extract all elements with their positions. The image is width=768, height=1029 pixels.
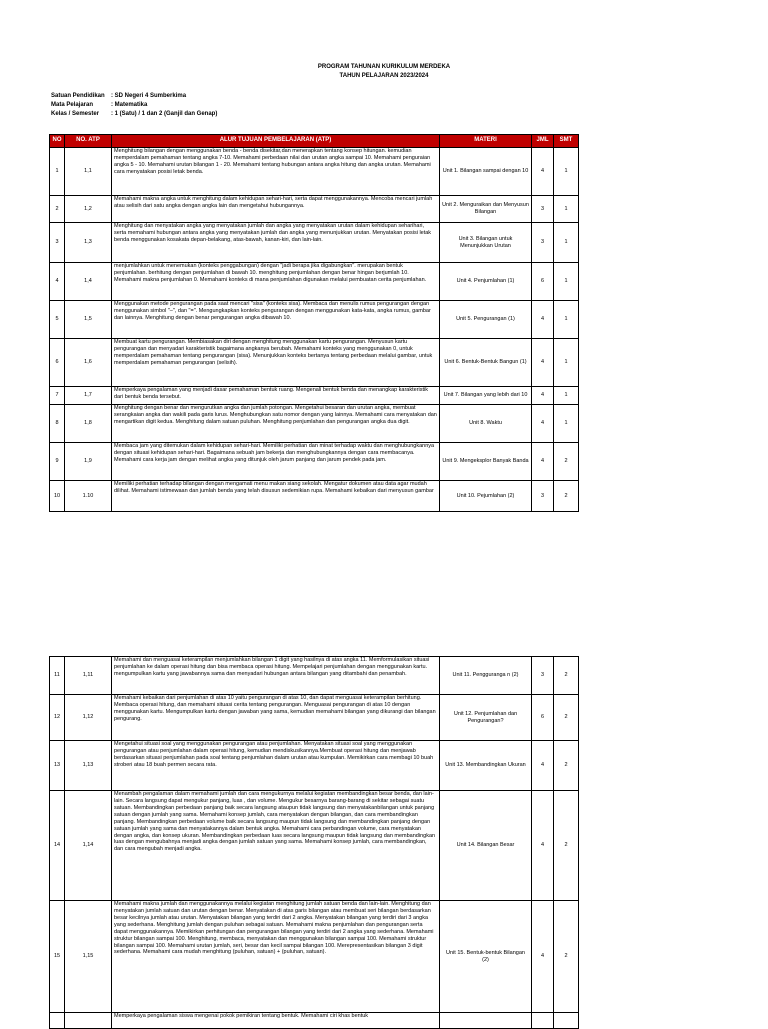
info-class bbox=[51, 111, 217, 117]
row-jml: 4 bbox=[532, 339, 554, 387]
row-materi: Unit 13. Membandingkan Ukuran bbox=[440, 741, 532, 791]
col-header-materi: MATERI bbox=[440, 135, 532, 148]
col-header-smt: SMT bbox=[554, 135, 579, 148]
row-no: 7 bbox=[50, 387, 65, 405]
table-row bbox=[50, 196, 579, 223]
table-row bbox=[50, 695, 579, 741]
info-school-value: : SD Negeri 4 Sumberkima bbox=[111, 93, 187, 99]
row-no: 2 bbox=[50, 196, 65, 223]
table-row bbox=[50, 741, 579, 791]
row-smt: 2 bbox=[554, 695, 579, 741]
table-row bbox=[50, 148, 579, 196]
info-subject bbox=[51, 102, 147, 108]
row-atp-text: menjumlahkan untuk menemukan (konteks penggabungan) dengan "jadi berapa jika digabungkan". merupakan bentuk penjumlahan. berhitung dengan penjumlahan di bawah 10. menghitung penjumlahan dengan benar hingan berjumlah 10. Memahami makna penjumlahan 0. Memahami konteks di mana penjumlahan digunakan melalui pembuatan cerita penjumlahan. bbox=[112, 263, 440, 301]
row-materi: Unit 4. Penjumlahan (1) bbox=[440, 263, 532, 301]
row-atp-no: 1,13 bbox=[65, 741, 112, 791]
table-row bbox=[50, 387, 579, 405]
row-jml: 3 bbox=[532, 657, 554, 695]
row-materi: Unit 7. Bilangan yang lebih dari 10 bbox=[440, 387, 532, 405]
row-no: 3 bbox=[50, 223, 65, 263]
row-materi: Unit 6. Bentuk-Bentuk Bangun (1) bbox=[440, 339, 532, 387]
info-subject-label: Mata Pelajaran bbox=[51, 102, 94, 108]
row-no: 13 bbox=[50, 741, 65, 791]
row-smt: 1 bbox=[554, 339, 579, 387]
row-materi: Unit 1. Bilangan sampai dengan 10 bbox=[440, 148, 532, 196]
row-materi: Unit 9. Mengeksplor Banyak Banda bbox=[440, 443, 532, 481]
row-no: 15 bbox=[50, 901, 65, 1013]
table-row bbox=[50, 443, 579, 481]
table-row bbox=[50, 339, 579, 387]
row-no: 12 bbox=[50, 695, 65, 741]
row-smt: 1 bbox=[554, 387, 579, 405]
row-smt bbox=[554, 1013, 579, 1029]
col-header-atp: ALUR TUJUAN PEMBELAJARAN (ATP) bbox=[112, 135, 440, 148]
row-smt: 1 bbox=[554, 405, 579, 443]
row-no: 5 bbox=[50, 301, 65, 339]
row-atp-text: Menghitung dan menyatakan angka yang menyatakan jumlah dan angka yang menyatakan urutan dalam kehidupan seharihari, serta memahami hubungan antara angka yang menyatakan jumlah dan angka yang menunjukkan urutan. Menyatakan posisi letak benda menggunakan kosakata depan-belakang, atas-bawah, kanan-kiri, dan lain-lain. bbox=[112, 223, 440, 263]
row-no: 9 bbox=[50, 443, 65, 481]
row-no: 14 bbox=[50, 791, 65, 901]
row-atp-text: Memahami kebaikan dari penjumlahan di atas 10 yaitu pengurangan di atas 10, dan dapat menguasai keterampilan berhitung. Membaca operasi hitung, dan memahami situasi cerita tentang pengurangan. Menguasai pengurangan di atas 10 dengan menggunakan kartu. Mengumpulkan kartu dengan jawaban yang sama, kemudian memahami bilangan yang dikurangi dan bilangan pengurang. bbox=[112, 695, 440, 741]
row-materi: Unit 11. Pengguranga n (2) bbox=[440, 657, 532, 695]
row-materi: Unit 8. Waktu bbox=[440, 405, 532, 443]
row-atp-no: 1,14 bbox=[65, 791, 112, 901]
row-smt: 2 bbox=[554, 791, 579, 901]
row-atp-no: 1,3 bbox=[65, 223, 112, 263]
row-no: 1 bbox=[50, 148, 65, 196]
row-atp-no: 1,6 bbox=[65, 339, 112, 387]
row-jml: 4 bbox=[532, 387, 554, 405]
row-materi: Unit 3. Bilangan untuk Menunjukkan Urutan bbox=[440, 223, 532, 263]
row-no: 6 bbox=[50, 339, 65, 387]
row-materi: Unit 12. Penjumlahan dan Pengurangan? bbox=[440, 695, 532, 741]
atp-table-page-1 bbox=[49, 134, 579, 512]
row-smt: 2 bbox=[554, 741, 579, 791]
row-atp-no: 1,15 bbox=[65, 901, 112, 1013]
atp-table-page-2 bbox=[49, 656, 579, 1029]
row-atp-text: Mengetahui situasi soal yang menggunakan pengurangan atau penjumlahan. Menyatakan situasi soal yang menggunakan pengurangan atau penjumlahan dalam operasi hitung, kemudian mendiskusikannya.Membuat operasi hitung dan menjawab berdasarkan situasi penjumlahan pada soal tentang penjumlahan dalam urutan atau kumpulan. Memikirkan cara membagi 10 buah stroberi atau 18 buah permen secara rata. bbox=[112, 741, 440, 791]
table-row bbox=[50, 901, 579, 1013]
row-jml: 3 bbox=[532, 481, 554, 512]
row-no: 11 bbox=[50, 657, 65, 695]
row-atp-text: Memperkaya pengalaman siswa mengenai pokok pemikiran tentang bentuk. Memahami ciri khas bentuk bbox=[112, 1013, 440, 1029]
info-school-label: Satuan Pendidikan bbox=[51, 93, 105, 99]
row-smt: 2 bbox=[554, 657, 579, 695]
info-school bbox=[51, 93, 186, 99]
row-materi: Unit 2. Menguraikan dan Menyusun Bilangan bbox=[440, 196, 532, 223]
row-atp-no: 1,11 bbox=[65, 657, 112, 695]
page-title: PROGRAM TAHUNAN KURIKULUM MERDEKA bbox=[317, 64, 451, 70]
info-class-value: : 1 (Satu) / 1 dan 2 (Ganjil dan Genap) bbox=[111, 111, 218, 117]
row-atp-no: 1,12 bbox=[65, 695, 112, 741]
info-class-label: Kelas / Semester bbox=[51, 111, 100, 117]
row-smt: 1 bbox=[554, 196, 579, 223]
table-row bbox=[50, 405, 579, 443]
row-atp-no: 1,9 bbox=[65, 443, 112, 481]
row-materi: Unit 14. Bilangan Besar bbox=[440, 791, 532, 901]
col-header-no: NO bbox=[50, 135, 65, 148]
row-atp-no: 1.10 bbox=[65, 481, 112, 512]
row-atp-no: 1,4 bbox=[65, 263, 112, 301]
row-atp-text: Menghitung bilangan dengan menggunakan benda - benda disekitar,dan menerapkan tentang konsep hitungan. kemudian memperdalam pemahaman tentang angka 7-10. Memahami perbedaan nilai dan urutan angka sampai 10. Memahami penguraian angka 5 - 10. Memahami urutan bilangan 1 - 20. Memahami tentang hubungan antara angka hitung dan angka urutan. Memahami cara menyatakan posisi letak benda. bbox=[112, 148, 440, 196]
row-atp-no: 1,5 bbox=[65, 301, 112, 339]
row-atp-text: Memperkaya pengalaman yang menjadi dasar pemahaman bentuk ruang. Mengenali bentuk benda dan menangkap karakteristik dari bentuk benda tersebut. bbox=[112, 387, 440, 405]
row-atp-text: Menghitung dengan benar dan mengurutkan angka dan jumlah potongan. Mengetahui besaran dan urutan angka, membuat serangkaian angka dan wakili pada garis lurus. Menghubungkan satu nomor dengan yang lainnya. Memahami cara menyatakan dan mengartikan digit kedua. Menghitung dalam satuan puluhan. Menghitung penjumlahan dan pengurangan angka dua digit. bbox=[112, 405, 440, 443]
row-atp-text: Memahami makna angka untuk menghitung dalam kehidupan sehari-hari, serta dapat menggunakannya. Mencoba mencari jumlah atau selisih dari satu angka dengan angka lain dan mengetahui hubungannya. bbox=[112, 196, 440, 223]
row-smt: 1 bbox=[554, 148, 579, 196]
row-jml: 4 bbox=[532, 741, 554, 791]
page-subtitle: TAHUN PELAJARAN 2023/2024 bbox=[339, 73, 429, 79]
table-header-row bbox=[50, 135, 579, 148]
row-atp-no: 1,7 bbox=[65, 387, 112, 405]
table-row bbox=[50, 791, 579, 901]
row-materi bbox=[440, 1013, 532, 1029]
table-row bbox=[50, 657, 579, 695]
row-atp-text: Menggunakan metode pengurangan pada saat mencari "sisa" (konteks sisa). Membaca dan menulis rumus pengurangan dengan menggunakan simbol "–", dan "=". Mengungkapkan konteks pengurangan dengan menggunakan kata-kata, angka rumus, gambar dan lainnya. Menghitung dengan benar pengurangan angka dibawah 10. bbox=[112, 301, 440, 339]
row-smt: 1 bbox=[554, 223, 579, 263]
row-atp-text: Memahami dan menguasai keterampilan menjumlahkan bilangan 1 digit yang hasilnya di atas angka 11. Memformulasikan situasi penjumlahan ke dalam operasi hitung dan bisa membaca operasi hitung. Mempelajari penjumlahan dengan menggunakan kartu. mengumpulkan kartu yang jawabannya sama dan menyadari hubungan antara bilangan yang ditambahi dan penambah. bbox=[112, 657, 440, 695]
row-materi: Unit 5. Pengurangan (1) bbox=[440, 301, 532, 339]
col-header-atp-no: NO. ATP bbox=[65, 135, 112, 148]
row-atp-text: Memiliki perhatian terhadap bilangan dengan mengamati menu makan siang sekolah. Mengatur dokumen atau data agar mudah dilihat. Memahami istimewaan dan jumlah benda yang telah disusun sedemikian rupa. Memahami kebaikan dari menyusun gambar bbox=[112, 481, 440, 512]
row-smt: 2 bbox=[554, 481, 579, 512]
row-jml: 3 bbox=[532, 223, 554, 263]
row-atp-no bbox=[65, 1013, 112, 1029]
row-jml bbox=[532, 1013, 554, 1029]
row-jml: 6 bbox=[532, 695, 554, 741]
row-jml: 3 bbox=[532, 196, 554, 223]
row-atp-text: Membaca jam yang ditemukan dalam kehidupan sehari-hari. Memiliki perhatian dan minat terhadap waktu dan menghubungkannya dengan situasi kehidupan sehari-hari. Bagaimana sebuah jam bekerja dan menghubungkannya dengan cara membacanya. Memahami cara kerja jam dengan melihat angka yang ditunjuk oleh jarum panjang dan jarum pendek pada jam. bbox=[112, 443, 440, 481]
row-no: 8 bbox=[50, 405, 65, 443]
row-smt: 1 bbox=[554, 301, 579, 339]
row-no: 4 bbox=[50, 263, 65, 301]
row-jml: 4 bbox=[532, 901, 554, 1013]
row-materi: Unit 10. Pejumlahan (2) bbox=[440, 481, 532, 512]
row-jml: 4 bbox=[532, 791, 554, 901]
row-smt: 1 bbox=[554, 263, 579, 301]
row-jml: 6 bbox=[532, 263, 554, 301]
table-row bbox=[50, 481, 579, 512]
row-atp-text: Membuat kartu pengurangan. Membiasakan diri dengan menghitung menggunakan kartu pengurangan. Menyusun kartu pengurangan dan menyadari karakteristik bagaimana angkanya berubah. Memahami konteks yang menggunakan 0, untuk memperdalam pemahaman tentang pengurangan (sisa). Menunjukkan konteks bertanya tentang perbedaan melalui gambar, untuk memperdalam pemahaman pengurangan (selisih). bbox=[112, 339, 440, 387]
col-header-jml: JML bbox=[532, 135, 554, 148]
row-atp-text: Memahami makna jumlah dan menggunakannya melalui kegiatan menghitung jumlah satuan benda dan lain-lain. Menghitung dan menyatakan jumlah satuan dan urutan dengan benar. Menyatakan di atas garis bilangan atau membuat seri bilangan berdasarkan besar kecilnya jumlah atau urutan. Menyatakan bilangan yang terdiri dari 2 angka. Menyatakan bilangan yang terdiri dari 3 angka yang sederhana. Menghitung jumlah dengan puluhan sebagai satuan. Memahami makna penjumlahan dan pengurangan serta dapat menggunakannya. Memikirkan perhitungan dan pengurangan bilangan yang terdiri dari 2 angka yang sederhana. Memahami struktur bilangan sampai 100. Menghitung, membaca, menyatakan dan menggunakan bilangan sampai 100. Memahami struktur bilangan sampai 100. Memahami urutan jumlah, seri, besar dan kecil sampai bilangan 100. Merepresentasikan bilangan 3 digit sederhana. Memahami cara mudah menghitung (puluhan, satuan) + (puluhan, satuan). bbox=[112, 901, 440, 1013]
row-jml: 4 bbox=[532, 301, 554, 339]
row-no: 10 bbox=[50, 481, 65, 512]
table-row bbox=[50, 301, 579, 339]
row-smt: 2 bbox=[554, 443, 579, 481]
row-jml: 4 bbox=[532, 405, 554, 443]
row-materi: Unit 15. Bentuk-bentuk Bilangan (2) bbox=[440, 901, 532, 1013]
row-atp-text: Menambah pengalaman dalam memahami jumlah dan cara mengukurnya melalui kegiatan membandingkan besar benda, dan lain-lain. Secara langsung dapat mengukur panjang, luas , dan volume. Mengukur besarnya barang-barang di sekitar sebagai suatu satuan. Membandingkan perbedaan panjang baik secara langsung ataupun tidak langsung dan menyatakanbilangan untuk panjang satuan dengan jumlah yang sama. Memahami konsep jumlah, cara menyatakan dengan bilangan, dan cara membandingkan panjang. Membandingkan perbedaan volume baik secara langsung maupun tidak langsung dan membandingkan panjang dengan satuan jumlah yang sama dan menyatakannya dalam bentuk angka. Memahami cara perbandingan volume, cara menyatakan dengan angka, dan konsep ukuran. Membandingkan perbedaan luas secara langsung maupun tidak langsung dan membandingkan luas dengan mengubahnya menjadi angka dengan jumlah satuan yang sama. Memahami konsep jumlah, cara membandingkan, dan cara mengubah menjadi angka. bbox=[112, 791, 440, 901]
row-smt: 2 bbox=[554, 901, 579, 1013]
row-jml: 4 bbox=[532, 443, 554, 481]
row-atp-no: 1,1 bbox=[65, 148, 112, 196]
table-row bbox=[50, 1013, 579, 1029]
table-row bbox=[50, 263, 579, 301]
info-subject-value: : Matematika bbox=[111, 102, 148, 108]
table-row bbox=[50, 223, 579, 263]
row-atp-no: 1,2 bbox=[65, 196, 112, 223]
row-no bbox=[50, 1013, 65, 1029]
row-atp-no: 1,8 bbox=[65, 405, 112, 443]
row-jml: 4 bbox=[532, 148, 554, 196]
